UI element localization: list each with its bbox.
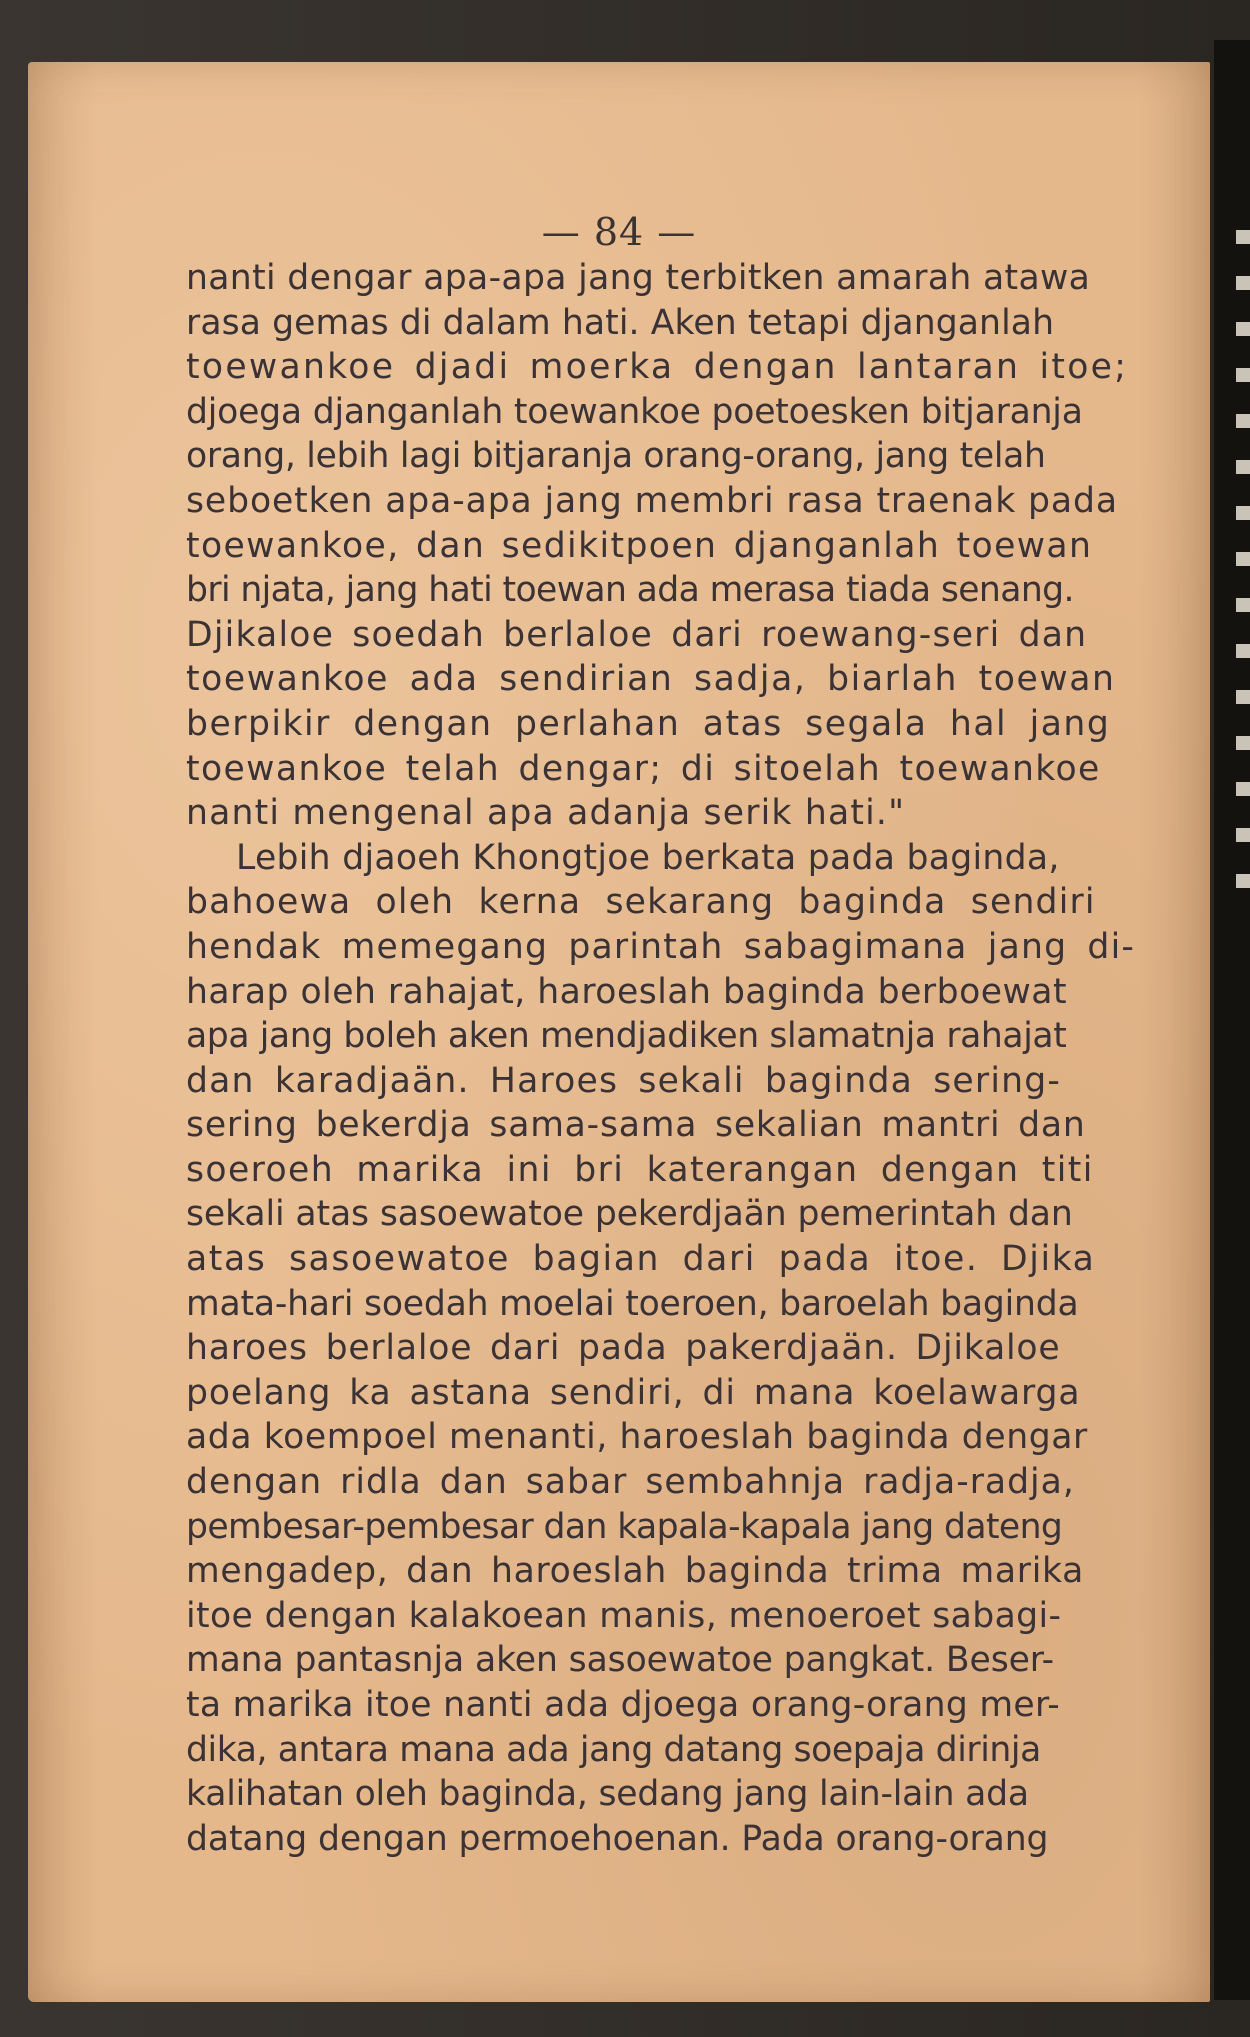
text-line: pembesar-pembesar dan kapala-kapala jang dateng <box>186 1506 1063 1547</box>
text-line: toewankoe, dan sedikitpoen djanganlah toewan <box>186 525 1093 566</box>
text-line: haroes berlaloe dari pada pakerdjaän. Djikaloe <box>186 1328 1061 1369</box>
text-line: orang, lebih lagi bitjaranja orang-orang, jang telah <box>186 436 1046 477</box>
text-line: toewankoe djadi moerka dengan lantaran itoe; <box>186 347 1129 388</box>
text-line: hendak memegang parintah sabagimana jang di- <box>186 926 1136 967</box>
text-line: toewankoe telah dengar; di sitoelah toewankoe <box>186 748 1101 789</box>
text-line: poelang ka astana sendiri, di mana koelawarga <box>186 1372 1081 1413</box>
text-line: dan karadjaän. Haroes sekali baginda sering- <box>186 1060 1062 1101</box>
page-number: — 84 — <box>541 210 697 254</box>
text-line: bahoewa oleh kerna sekarang baginda sendiri <box>186 882 1096 923</box>
text-line: dengan ridla dan sabar sembahnja radja-radja, <box>186 1462 1075 1503</box>
text-line: datang dengan permoehoenan. Pada orang-orang <box>186 1818 1049 1859</box>
text-line: nanti mengenal apa adanja serik hati." <box>186 793 906 834</box>
text-line: apa jang boleh aken mendjadiken slamatnja rahajat <box>186 1016 1067 1057</box>
text-line: ada koempoel menanti, haroeslah baginda dengar <box>186 1417 1088 1458</box>
text-line: berpikir dengan perlahan atas segala hal jang <box>186 703 1111 744</box>
text-line: sering bekerdja sama-sama sekalian mantri dan <box>186 1105 1086 1146</box>
text-line: rasa gemas di dalam hati. Aken tetapi djanganlah <box>186 302 1055 343</box>
text-line: mata-hari soedah moelai toeroen, baroelah baginda <box>186 1283 1079 1324</box>
text-line: atas sasoewatoe bagian dari pada itoe. Djika <box>186 1239 1096 1280</box>
text-line: mana pantasnja aken sasoewatoe pangkat. Beser- <box>186 1640 1055 1681</box>
text-line: ta marika itoe nanti ada djoega orang-orang mer- <box>186 1685 1061 1725</box>
text-line: harap oleh rahajat, haroeslah baginda berboewat <box>186 971 1068 1012</box>
text-line: sekali atas sasoewatoe pekerdjaän pemerintah dan <box>186 1194 1073 1235</box>
text-line: djoega djanganlah toewankoe poetoesken bitjaranja <box>186 391 1083 432</box>
text-line: nanti dengar apa-apa jang terbitken amarah atawa <box>186 258 1091 298</box>
adjacent-page-edge <box>1236 230 1250 890</box>
text-line: toewankoe ada sendirian sadja, biarlah toewan <box>186 659 1116 700</box>
text-line: dika, antara mana ada jang datang soepaja dirinja <box>186 1729 1041 1770</box>
text-line: Djikaloe soedah berlaloe dari roewang-seri dan <box>186 614 1088 655</box>
text-line: itoe dengan kalakoean manis, menoeroet sabagi- <box>186 1595 1062 1636</box>
text-line: seboetken apa-apa jang membri rasa traenak pada <box>186 480 1118 521</box>
text-line: soeroeh marika ini bri katerangan dengan titi <box>186 1149 1094 1190</box>
text-line: bri njata, jang hati toewan ada merasa tiada senang. <box>186 570 1074 611</box>
text-line: mengadep, dan haroeslah baginda trima marika <box>186 1551 1085 1592</box>
text-line: Lebih djaoeh Khongtjoe berkata pada baginda, <box>236 837 1060 878</box>
body-text <box>186 256 1178 1861</box>
text-line: kalihatan oleh baginda, sedang jang lain-lain ada <box>186 1774 1029 1815</box>
